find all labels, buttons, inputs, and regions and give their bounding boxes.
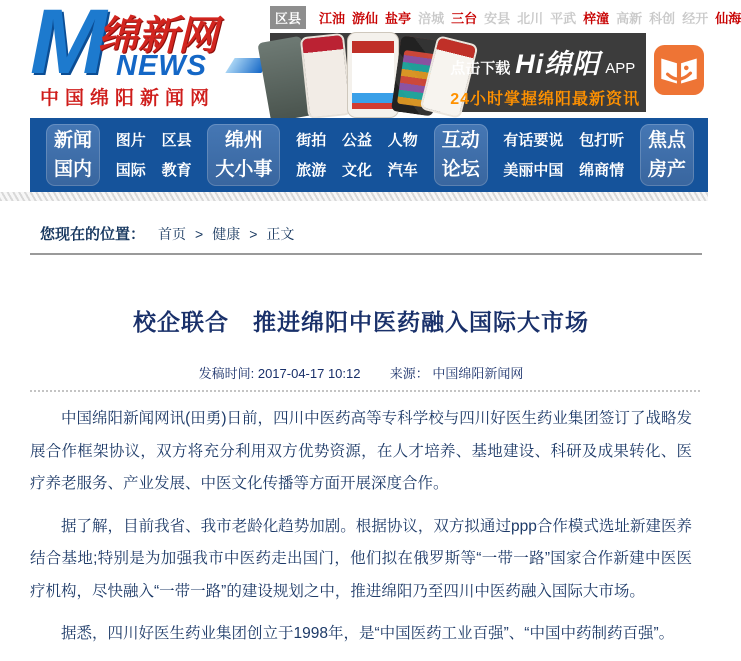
region-badge: 区县 <box>270 6 306 29</box>
nav-link-districts[interactable]: 区县 <box>161 131 192 149</box>
nav-link-people[interactable]: 人物 <box>387 131 418 149</box>
download-label: 点击下载 <box>450 60 511 77</box>
nav-column <box>342 133 372 178</box>
nav-tab-label: 新闻 <box>54 129 93 151</box>
nav-tab-label: 大小事 <box>215 158 273 180</box>
nav-tab-label: 房产 <box>647 158 686 180</box>
publish-time-label: 发稿时间: <box>198 366 255 381</box>
nav-tab-label: 焦点 <box>647 129 686 151</box>
region-links-bar <box>270 7 741 28</box>
breadcrumb <box>40 223 294 244</box>
article-paragraph: 中国绵阳新闻网讯(田勇)日前，四川中医药高等专科学校与四川好医生药业集团签订了战略发展合作框架协议，双方将充分利用双方优势资源，在人才培养、基地建设、科研及成果转化、医疗养老服务、产业发展、中医文化传播等方面开展深度合作。 <box>30 410 692 492</box>
app-brand-name: Hi绵阳 <box>515 49 601 79</box>
nav-column <box>579 133 624 178</box>
hi-mianyang-app-icon[interactable] <box>654 45 704 95</box>
header-right <box>270 6 741 114</box>
nav-tab-label: 国内 <box>54 158 93 180</box>
nav-column <box>503 133 563 178</box>
source-label: 来源： <box>389 366 429 381</box>
breadcrumb-divider <box>30 253 702 255</box>
breadcrumb-home[interactable]: 首页 <box>158 225 187 242</box>
nav-link-travel[interactable]: 旅游 <box>296 161 327 179</box>
region-link[interactable]: 高新 <box>616 11 643 26</box>
region-link[interactable]: 安县 <box>484 11 511 26</box>
nav-column <box>388 133 418 178</box>
breadcrumb-section-health[interactable]: 健康 <box>212 225 241 242</box>
app-download-banner[interactable] <box>270 33 646 112</box>
nav-link-beautiful-china[interactable]: 美丽中国 <box>503 161 564 179</box>
nav-shadow-stripes <box>0 192 708 201</box>
breadcrumb-separator: > <box>195 225 204 242</box>
region-link[interactable]: 梓潼 <box>583 11 610 26</box>
title-body-divider <box>30 390 700 392</box>
breadcrumb-label: 您现在的位置： <box>40 226 146 243</box>
nav-link-have-your-say[interactable]: 有话要说 <box>503 131 564 149</box>
publish-time: 2017-04-17 10:12 <box>257 366 361 381</box>
nav-link-photos[interactable]: 图片 <box>115 131 146 149</box>
logo-news-text: NEWS <box>116 50 207 82</box>
app-phones-illustration <box>270 33 460 112</box>
phone-mockup <box>302 35 350 117</box>
nav-column <box>116 133 146 178</box>
nav-link-culture[interactable]: 文化 <box>341 161 372 179</box>
article-body <box>30 403 692 661</box>
region-link[interactable]: 仙海 <box>715 11 741 26</box>
logo-subtitle: 中国绵阳新闻网 <box>40 88 216 109</box>
nav-tab-news-domestic[interactable] <box>46 124 100 187</box>
nav-link-international[interactable]: 国际 <box>115 161 146 179</box>
nav-tab-focus-property[interactable] <box>640 124 694 187</box>
nav-tab-interactive-forum[interactable] <box>434 124 488 187</box>
breadcrumb-separator: > <box>249 225 258 242</box>
article-meta <box>30 363 692 382</box>
nav-link-street-shots[interactable]: 街拍 <box>296 131 327 149</box>
nav-column <box>162 133 192 178</box>
nav-link-bao-da-ting[interactable]: 包打听 <box>579 131 625 149</box>
nav-column <box>296 133 326 178</box>
main-navbar <box>30 118 708 192</box>
open-book-smile-icon <box>654 45 704 95</box>
nav-link-cars[interactable]: 汽车 <box>387 161 418 179</box>
nav-link-mian-business[interactable]: 绵商情 <box>579 161 625 179</box>
nav-tab-mianzhou-affairs[interactable] <box>207 124 280 187</box>
logo-site-name: 绵新网 <box>98 14 218 58</box>
site-logo[interactable] <box>30 0 270 110</box>
source-name: 中国绵阳新闻网 <box>432 366 524 381</box>
app-banner-row <box>270 33 708 114</box>
nav-tab-label: 互动 <box>441 129 480 151</box>
nav-link-charity[interactable]: 公益 <box>341 131 372 149</box>
nav-tab-label: 论坛 <box>441 158 480 180</box>
region-link[interactable]: 经开 <box>682 11 709 26</box>
app-suffix: APP <box>605 60 636 77</box>
article-title: 校企联合 推进绵阳中医药融入国际大市场 <box>133 309 589 335</box>
region-link[interactable]: 盐亭 <box>385 11 412 26</box>
phone-mockup <box>348 33 398 117</box>
region-link[interactable]: 平武 <box>550 11 577 26</box>
article-paragraph: 据悉，四川好医生药业集团创立于1998年，是“中国医药工业百强”、“中国中药制药百强”。 <box>61 625 675 642</box>
region-link[interactable]: 游仙 <box>352 11 379 26</box>
site-header <box>30 0 741 114</box>
nav-tab-label: 绵州 <box>224 129 263 151</box>
region-link[interactable]: 科创 <box>649 11 676 26</box>
article-paragraph: 据了解，目前我省、我市老龄化趋势加剧。根据协议，双方拟通过ppp合作模式选址新建医养结合基地;特别是为加强我市中医药走出国门，他们拟在俄罗斯等“一带一路”国家合作新建中医医疗机构，尽快融入“一带一路”的建设规划之中，推进绵阳乃至四川中医药融入国际大市场。 <box>30 517 692 600</box>
region-link[interactable]: 涪城 <box>418 11 445 26</box>
app-tagline: 24小时掌握绵阳最新资讯 <box>450 91 640 108</box>
nav-link-education[interactable]: 教育 <box>161 161 192 179</box>
region-link[interactable]: 北川 <box>517 11 544 26</box>
breadcrumb-current: 正文 <box>266 225 295 242</box>
logo-m-letter: M <box>30 0 107 93</box>
app-banner-text <box>450 42 640 109</box>
region-link[interactable]: 江油 <box>319 11 346 26</box>
region-link[interactable]: 三台 <box>451 11 478 26</box>
